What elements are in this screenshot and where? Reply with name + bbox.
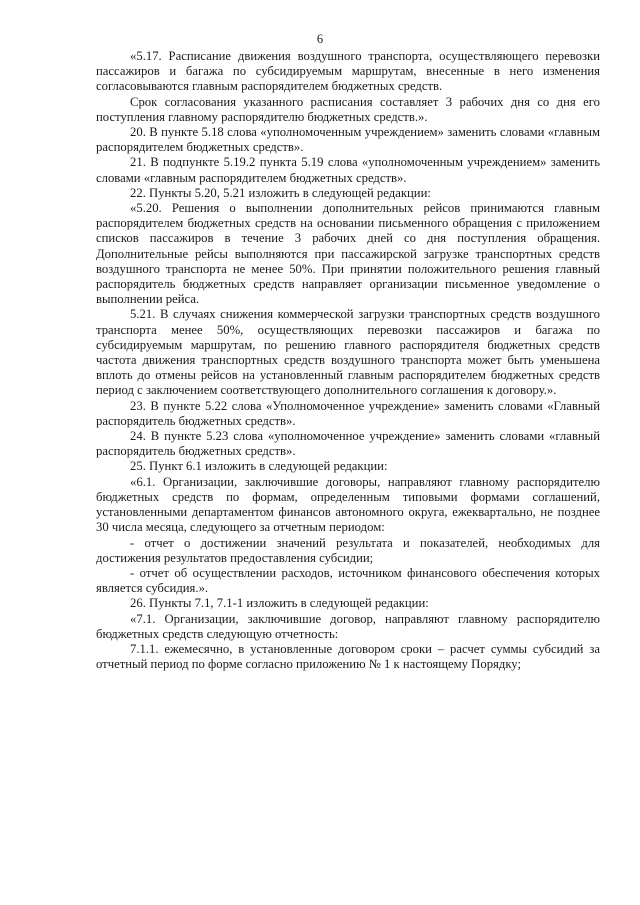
paragraph-item-23: 23. В пункте 5.22 слова «Уполномоченное учреждение» заменить словами «Главный распорядитель бюджетных средств». [96,398,600,428]
paragraph-item-22: 22. Пункты 5.20, 5.21 изложить в следующей редакции: [130,185,431,200]
paragraph-7-1: «7.1. Организации, заключившие договор, направляют главному распорядителю бюджетных средств следующую отчетность: [96,611,600,641]
paragraph-6-1: «6.1. Организации, заключившие договоры, направляют главному распорядителю бюджетных средств по формам, определенным типовыми формами соглашений, установленными департаментом финансов автономного округа, ежеквартально, не позднее 30 числа месяца, следующего за отчетным периодом: [96,474,600,535]
paragraph-7-1-1: 7.1.1. ежемесячно, в установленные договором сроки – расчет суммы субсидий за отчетный период по форме согласно приложению № 1 к настоящему Порядку; [96,641,600,672]
list-item-report-expenses: - отчет об осуществлении расходов, источником финансового обеспечения которых является субсидия.». [96,565,600,596]
paragraph-item-20: 20. В пункте 5.18 слова «уполномоченным учреждением» заменить словами «главным распорядителем бюджетных средств». [96,125,600,155]
paragraph-item-24: 24. В пункте 5.23 слова «уполномоченное учреждение» заменить словами «главный распорядитель бюджетных средств». [96,429,600,459]
paragraph-5-17: «5.17. Расписание движения воздушного транспорта, осуществляющего перевозки пассажиров и багажа по субсидируемым маршрутам, внесенные в него изменения согласовываются главным распорядителем бюджетных средств. [96,49,600,94]
paragraph-approval-term: Срок согласования указанного расписания составляет 3 рабочих дня со дня его поступления главному распорядителю бюджетных средств.». [96,94,600,124]
document-body [96,49,600,672]
page-number: 6 [316,32,324,46]
paragraph-5-20: «5.20. Решения о выполнении дополнительных рейсов принимаются главным распорядителем бюджетных средств на основании письменного обращения с приложением списков пассажиров в течение 3 рабочих дней со дня поступления обращения. Дополнительные рейсы выполняются при пассажирской загрузке транспортных средств воздушного транспорта не менее 50%. При принятии положительного решения главный распорядитель бюджетных средств направляет организации письменное уведомление о выполнении рейса. [96,201,600,307]
paragraph-item-26: 26. Пункты 7.1, 7.1-1 изложить в следующей редакции: [130,596,429,611]
list-item-report-results: - отчет о достижении значений результата и показателей, необходимых для достижения результатов предоставления субсидии; [96,535,600,565]
paragraph-item-21: 21. В подпункте 5.19.2 пункта 5.19 слова «уполномоченным учреждением» заменить словами «главным распорядителем бюджетных средств». [96,155,600,185]
paragraph-item-25: 25. Пункт 6.1 изложить в следующей редакции: [130,459,388,474]
paragraph-5-21: 5.21. В случаях снижения коммерческой загрузки транспортных средств воздушного транспорта менее 50%, осуществляющих перевозки пассажиров и багажа по субсидируемым маршрутам, по решению главного распорядителя бюджетных средств частота движения транспортных средств воздушного транспорта может быть уменьшена вплоть до отмены рейсов на установленный главным распорядителем бюджетных средств период с заключением соответствующего дополнительного соглашения к договору.». [96,307,600,398]
